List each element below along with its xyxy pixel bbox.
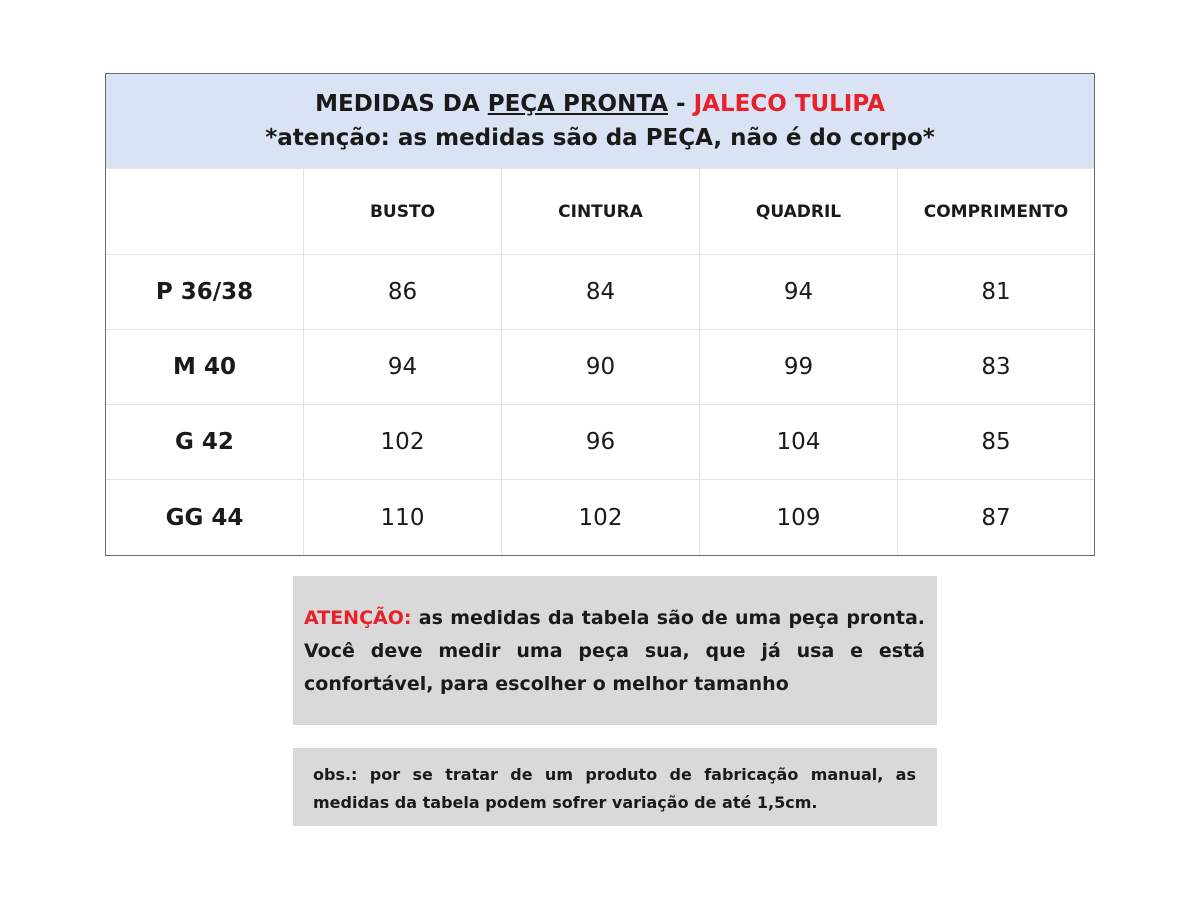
observation-note [293,748,937,826]
attention-notice [293,576,937,725]
cell-cintura: 84 [502,255,700,329]
cell-cintura: 90 [502,330,700,404]
cell-quadril: 99 [700,330,898,404]
column-header-busto: BUSTO [304,169,502,254]
title-product: JALECO TULIPA [693,91,885,117]
table-row [106,480,1094,555]
cell-quadril: 104 [700,405,898,479]
table-subtitle: *atenção: as medidas são da PEÇA, não é do corpo* [265,125,935,151]
column-header-row [106,169,1094,255]
attention-label: ATENÇÃO: [304,607,412,629]
cell-busto: 110 [304,480,502,555]
size-table [105,73,1095,556]
cell-comprimento: 85 [981,429,1011,455]
cell-cintura: 102 [502,480,700,555]
cell-busto: 86 [304,255,502,329]
cell-quadril: 94 [700,255,898,329]
cell-comprimento: 81 [981,279,1011,305]
table-row [106,405,1094,480]
column-header-empty [106,169,304,254]
cell-busto: 102 [304,405,502,479]
column-header-quadril: QUADRIL [700,169,898,254]
cell-busto: 94 [304,330,502,404]
table-header [106,74,1094,169]
cell-comprimento: 87 [981,504,1011,531]
title-separator: - [668,91,694,117]
cell-cintura: 96 [502,405,700,479]
cell-comprimento: 83 [981,354,1011,380]
size-label: GG 44 [106,480,304,555]
column-header-cintura: CINTURA [502,169,700,254]
size-label: M 40 [106,330,304,404]
title-prefix: MEDIDAS DA [315,91,488,117]
size-label: G 42 [106,405,304,479]
column-header-comprimento: COMPRIMENTO [923,201,1069,222]
size-label: P 36/38 [106,255,304,329]
table-row [106,255,1094,330]
table-row [106,330,1094,405]
attention-text: as medidas da tabela são de uma peça pronta. Você deve medir uma peça sua, que já usa e está confortável, para escolher o melhor tamanho [304,607,925,695]
table-title [315,87,885,121]
observation-text: obs.: por se tratar de um produto de fabricação manual, as medidas da tabela podem sofrer variação de até 1,5cm. [313,765,916,812]
title-underlined: PEÇA PRONTA [487,91,669,117]
cell-quadril: 109 [700,480,898,555]
